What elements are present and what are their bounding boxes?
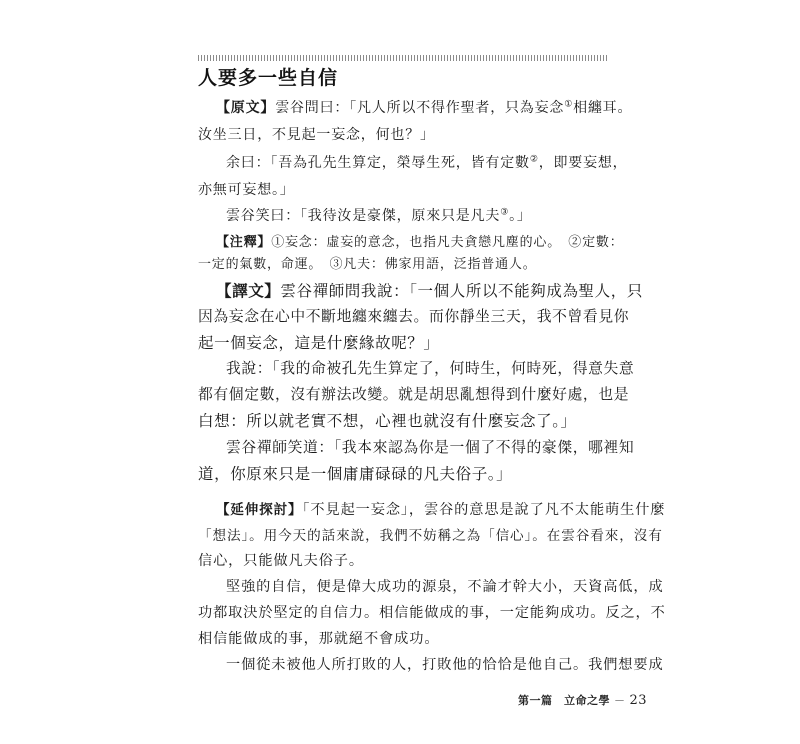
original-line-2: 汝坐三日，不見起一妄念，何也？」 [198, 127, 435, 143]
translation-text-1: 雲谷禪師問我說：「一個人所以不能夠成為聖人，只 [280, 282, 643, 300]
page-number: 23 [629, 693, 648, 708]
translation-line-3: 起一個妄念，這是什麼緣故呢？」 [198, 334, 440, 352]
original-line-5 [226, 205, 532, 225]
extension-line-2: 「想法」。用今天的話來說，我們不妨稱之為「信心」。在雲谷看來，沒有 [198, 528, 663, 544]
extension-line-6: 相信能做成的事，那就絕不會成功。 [198, 631, 440, 647]
translation-line-2: 因為妄念在心中不斷地纏來纏去。而你靜坐三天，我不曾看見你 [198, 308, 630, 325]
section-title: 人要多一些自信 [198, 67, 339, 89]
extension-line-7: 一個從未被他人所打敗的人，打敗他的恰恰是他自己。我們想要成 [226, 657, 664, 673]
original-line-3 [226, 152, 628, 172]
extension-line-5: 功都取決於堅定的自信力。相信能做成的事，一定能夠成功。反之，不 [198, 605, 666, 621]
original-text-3a: 余曰：「吾為孔先生算定，榮辱生死，皆有定數 [226, 155, 530, 171]
translation-line-5: 都有個定數，沒有辦法改變。就是胡思亂想得到什麼好處，也是 [198, 386, 630, 403]
original-text-1a: 雲谷問曰：「凡人所以不得作聖者，只為妄念 [275, 100, 565, 116]
original-line-4: 亦無可妄想。」 [198, 182, 295, 198]
footer-separator: － [614, 694, 626, 707]
original-label: 【原文】 [216, 100, 276, 116]
note-ref-3: ③ [500, 207, 510, 218]
extension-line-1 [216, 498, 665, 519]
section-rule [198, 55, 608, 61]
original-line-1 [216, 97, 632, 117]
translation-line-6: 白想：所以就老實不想，心裡也就沒有什麼妄念了。」 [198, 412, 577, 430]
extension-text-1: 「不見起一妄念」，雲谷的意思是說了凡不太能萌生什麼 [302, 502, 666, 518]
extension-line-3: 信心，只能做凡夫俗子。 [198, 553, 364, 569]
note-ref-1: ① [564, 99, 574, 110]
footer-chapter: 第一篇 立命之學 [518, 694, 610, 707]
extension-label: 【延伸探討】 [216, 502, 303, 518]
notes-line-2: 一定的氣數，命運。 ③凡夫：佛家用語，泛指普通人。 [198, 257, 537, 272]
translation-line-7: 雲谷禪師笑道：「我本來認為你是一個了不得的豪傑，哪裡知 [226, 439, 635, 456]
original-text-5a: 雲谷笑曰：「我待汝是豪傑，原來只是凡夫 [226, 208, 501, 224]
translation-line-1 [216, 279, 643, 301]
page-footer [518, 692, 647, 708]
original-text-5b: 。」 [509, 208, 532, 224]
original-text-1b: 相纏耳。 [573, 100, 633, 116]
notes-text-1: ①妄念：虛妄的意念，也指凡夫貪戀凡塵的心。 ②定數： [271, 235, 624, 250]
extension-line-4: 堅強的自信，便是偉大成功的源泉，不論才幹大小，天資高低，成 [226, 579, 664, 595]
notes-label: 【注釋】 [216, 235, 272, 250]
note-ref-2: ② [529, 154, 539, 165]
translation-line-8: 道，你原來只是一個庸庸碌碌的凡夫俗子。」 [198, 465, 513, 483]
translation-label: 【譯文】 [216, 282, 281, 300]
notes-line-1 [216, 231, 624, 250]
translation-line-4: 我說：「我的命被孔先生算定了，何時生，何時死，得意失意 [226, 360, 635, 377]
original-text-3b: ，即要妄想， [538, 155, 628, 171]
